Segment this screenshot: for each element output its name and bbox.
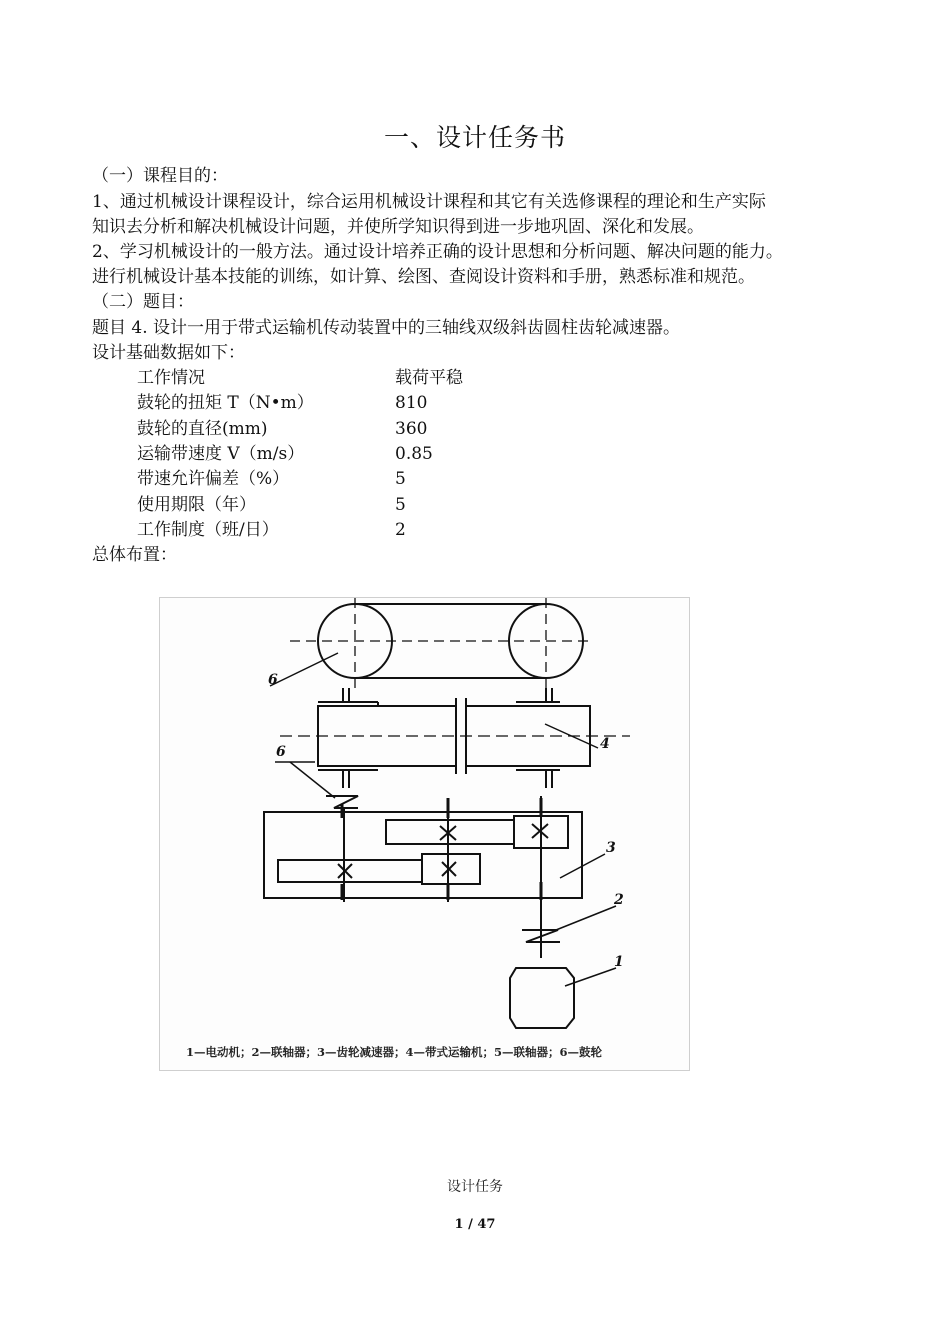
label-6-low: 6 (276, 744, 286, 760)
diagram-svg (160, 598, 689, 1070)
param-value: 2 (395, 520, 406, 540)
param-label: 鼓轮的直径(mm) (137, 419, 268, 439)
param-label: 运输带速度 V（m/s） (137, 444, 305, 464)
layout-heading: 总体布置： (92, 545, 177, 565)
leader-6-top (270, 653, 338, 686)
param-label: 带速允许偏差（%） (137, 469, 290, 489)
label-6-top: 6 (268, 672, 278, 688)
label-1: 1 (614, 954, 624, 970)
param-row (137, 366, 463, 390)
leader-2 (556, 906, 616, 930)
param-label: 鼓轮的扭矩 T（N•m） (137, 393, 314, 413)
gear-lower-right (422, 854, 480, 884)
param-row (137, 518, 406, 542)
page-number: 1 / 47 (454, 1217, 496, 1232)
param-row (137, 442, 433, 466)
label-2: 2 (614, 892, 624, 908)
param-value: 360 (395, 419, 428, 439)
transmission-layout-diagram (159, 597, 690, 1071)
purpose-paragraph-2-line-1: 2、学习机械设计的一般方法。通过设计培养正确的设计思想和分析问题、解决问题的能力。 (92, 242, 783, 262)
topic-heading: （二）题目： (92, 292, 194, 312)
param-value: 5 (395, 469, 406, 489)
param-row (137, 417, 427, 441)
param-label: 工作制度（班/日） (137, 520, 279, 540)
figure-caption: 1—电动机；2—联轴器；3—齿轮减速器；4—带式运输机；5—联轴器；6—鼓轮 (186, 1045, 603, 1059)
param-row (137, 467, 406, 491)
param-label: 工作情况 (137, 368, 205, 388)
param-value: 0.85 (395, 444, 433, 464)
purpose-paragraph-2-line-2: 进行机械设计基本技能的训练，如计算、绘图、查阅设计资料和手册，熟悉标准和规范。 (92, 267, 755, 287)
motor-body (510, 968, 574, 1028)
param-value: 810 (395, 393, 428, 413)
param-label: 使用期限（年） (137, 495, 256, 515)
label-3: 3 (606, 840, 616, 856)
page-footer: 设计任务 (447, 1179, 503, 1195)
topic-text: 题目 4. 设计一用于带式运输机传动装置中的三轴线双级斜齿圆柱齿轮减速器。 (92, 318, 681, 338)
purpose-heading: （一）课程目的： (92, 166, 228, 186)
param-value: 载荷平稳 (395, 368, 463, 388)
label-4: 4 (600, 736, 610, 752)
purpose-paragraph-1-line-2: 知识去分析和解决机械设计问题，并使所学知识得到进一步地巩固、深化和发展。 (92, 217, 704, 237)
gear-lower-left (278, 860, 422, 882)
data-heading: 设计基础数据如下： (92, 343, 245, 363)
purpose-paragraph-1-line-1: 1、通过机械设计课程设计，综合运用机械设计课程和其它有关选修课程的理论和生产实际 (92, 192, 766, 212)
param-value: 5 (395, 495, 406, 515)
leader-6-low (290, 762, 335, 798)
param-row (137, 391, 427, 415)
param-row (137, 493, 406, 517)
page-title: 一、设计任务书 (383, 123, 566, 152)
